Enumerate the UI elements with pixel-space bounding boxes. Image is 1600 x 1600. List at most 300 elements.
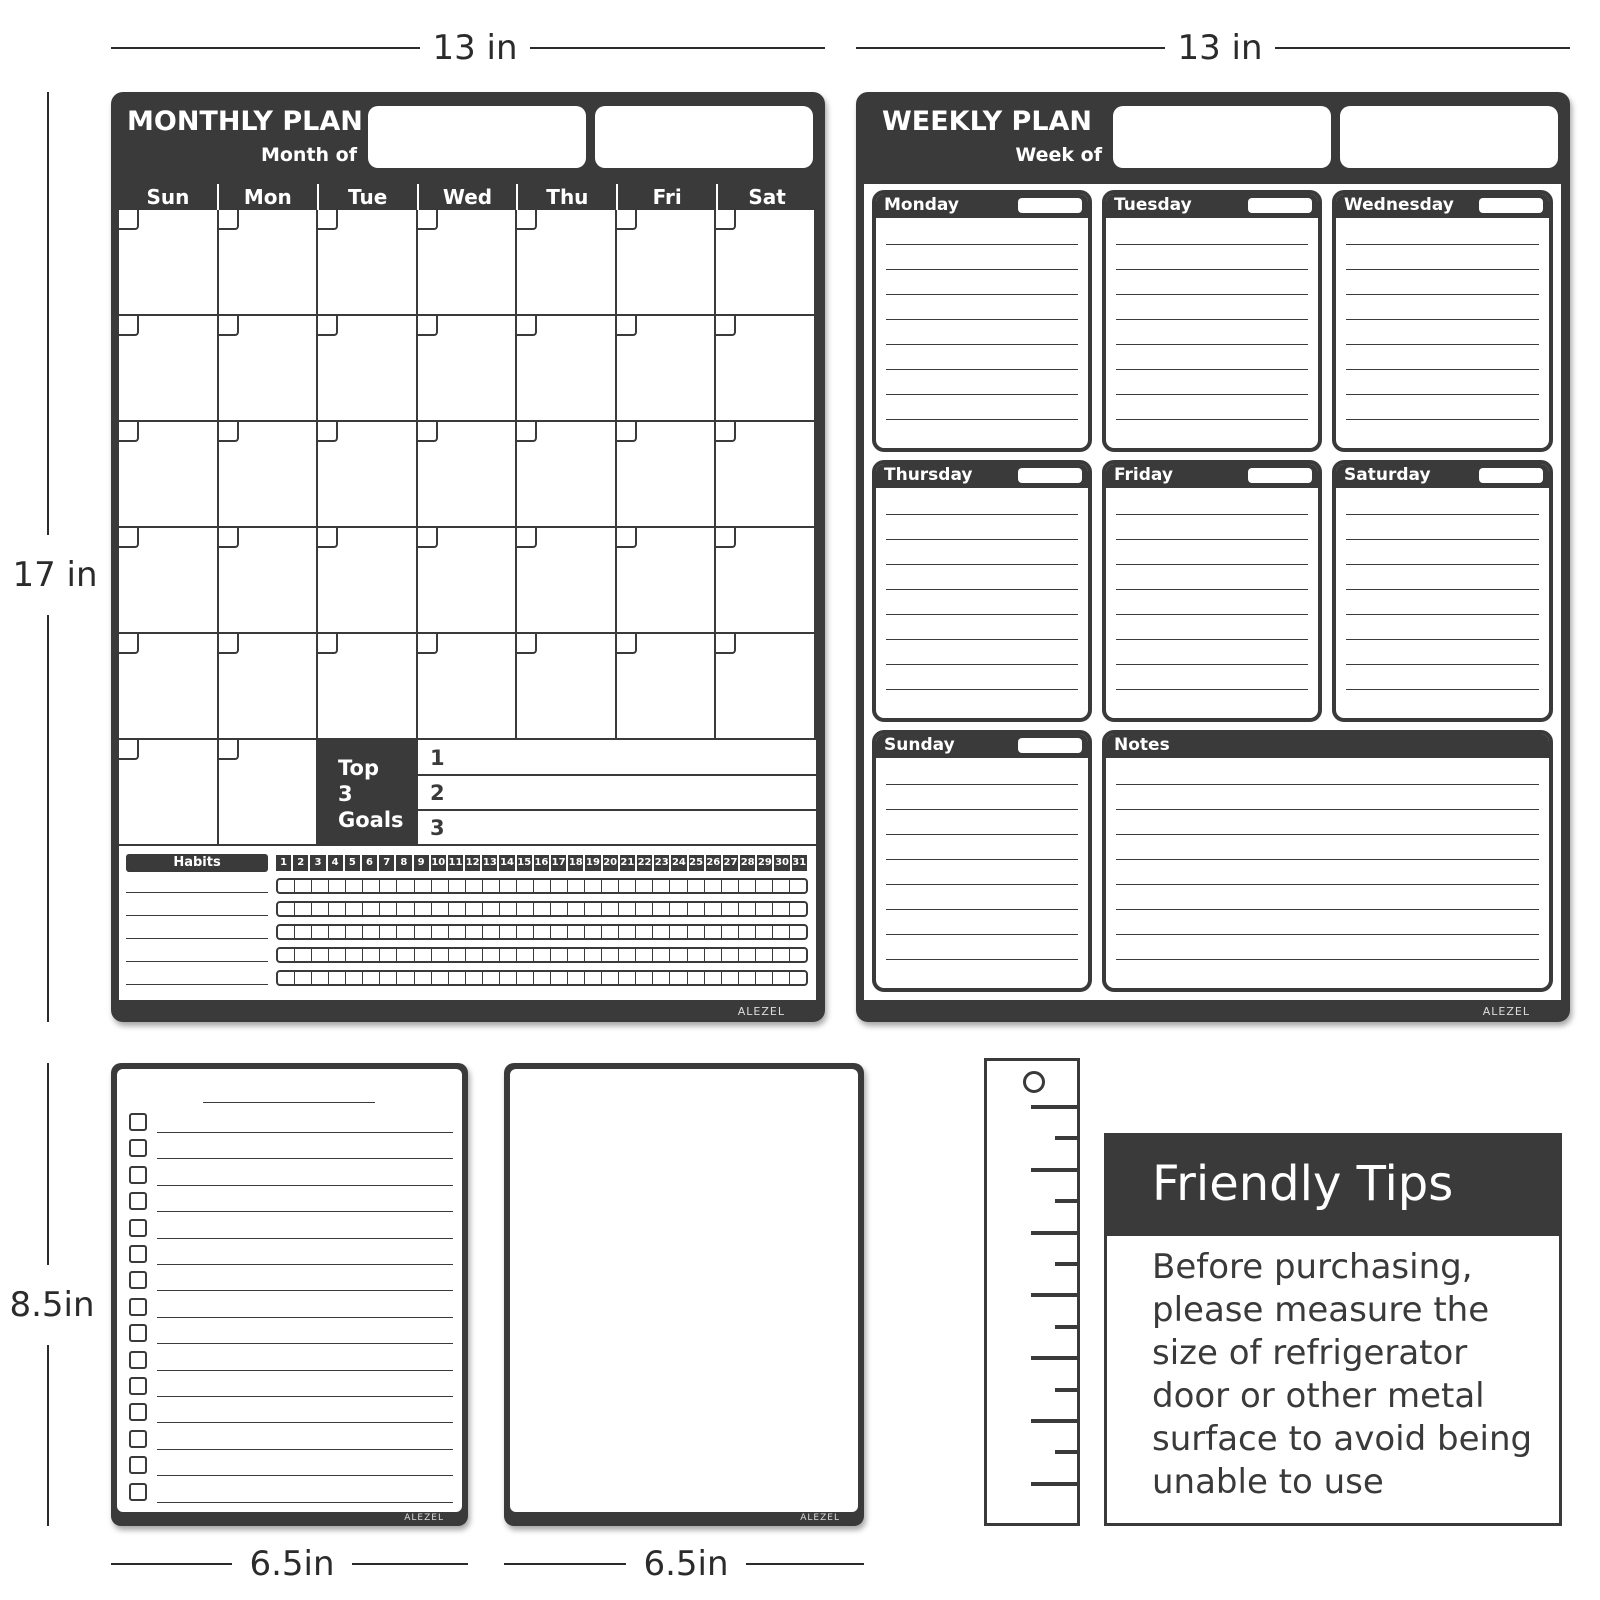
calendar-day-cell[interactable] (318, 634, 418, 740)
goals-label-top: Top (338, 756, 379, 780)
todo-item[interactable] (129, 1139, 451, 1159)
writing-line (1116, 269, 1308, 270)
writing-line (1116, 809, 1539, 810)
tips-line: door or other metal (1152, 1376, 1485, 1416)
week-field-2[interactable] (1340, 106, 1558, 168)
monthly-subtitle: Month of (260, 144, 357, 166)
writing-line (1116, 344, 1308, 345)
checkbox[interactable] (129, 1271, 147, 1289)
writing-line (1116, 394, 1308, 395)
dimension-label-monthly-width: 13 in (420, 28, 530, 68)
date-number-box (617, 528, 637, 548)
calendar-day-cell[interactable] (716, 422, 816, 528)
day-card-tuesday[interactable] (1102, 190, 1322, 452)
writing-line (886, 514, 1078, 515)
ruler-tick (1055, 1199, 1077, 1203)
date-number-box (119, 210, 139, 230)
weekday-header (119, 184, 816, 210)
writing-line (1346, 244, 1539, 245)
date-number-box (318, 422, 338, 442)
calendar-day-cell[interactable] (517, 634, 617, 740)
calendar-day-cell[interactable] (418, 634, 518, 740)
calendar-day-cell[interactable] (219, 210, 319, 316)
date-number-box (318, 528, 338, 548)
writing-line (886, 394, 1078, 395)
calendar-day-cell[interactable] (617, 316, 717, 422)
writing-line (886, 269, 1078, 270)
day-card-thursday[interactable] (872, 460, 1092, 722)
writing-line (1346, 319, 1539, 320)
calendar-day-cell[interactable] (418, 422, 518, 528)
tips-line: size of refrigerator (1152, 1333, 1468, 1373)
date-number-box (318, 316, 338, 336)
calendar-day-cell[interactable] (716, 634, 816, 740)
habit-checkbox-row[interactable] (276, 901, 808, 917)
tips-header (1107, 1136, 1559, 1236)
day-name-tuesday: Tuesday (1114, 195, 1192, 215)
blank-board (504, 1063, 864, 1526)
writing-line (886, 664, 1078, 665)
checkbox[interactable] (129, 1166, 147, 1184)
habit-day-number: 28 (740, 855, 755, 871)
writing-line (1346, 394, 1539, 395)
date-field[interactable] (1018, 198, 1082, 213)
day-card-wednesday[interactable] (1332, 190, 1553, 452)
habit-day-number: 11 (448, 855, 463, 871)
checkbox[interactable] (129, 1351, 147, 1369)
weekly-days-area (864, 184, 1561, 1000)
calendar-day-cell[interactable] (517, 528, 617, 634)
ruler-tick (1031, 1293, 1077, 1297)
dimension-label-blank-width: 6.5in (626, 1544, 746, 1584)
ruler-tick (1031, 1105, 1077, 1109)
tips-body (1152, 1246, 1572, 1504)
todo-line (157, 1475, 453, 1476)
todo-line (157, 1238, 453, 1239)
writing-line (886, 834, 1078, 835)
writing-line (1346, 419, 1539, 420)
habit-day-number: 26 (706, 855, 721, 871)
monthly-plan-board (111, 92, 825, 1022)
todo-line (157, 1132, 453, 1133)
date-field[interactable] (1018, 738, 1082, 753)
date-field[interactable] (1248, 468, 1312, 483)
writing-line (886, 294, 1078, 295)
writing-line (886, 244, 1078, 245)
calendar-day-cell[interactable] (617, 528, 717, 634)
day-card-monday[interactable] (872, 190, 1092, 452)
calendar-day-cell[interactable] (219, 422, 319, 528)
month-field-1[interactable] (368, 106, 586, 168)
todo-line (157, 1185, 453, 1186)
checkbox[interactable] (129, 1430, 147, 1448)
calendar-day-cell[interactable] (617, 210, 717, 316)
ruler-tick (1031, 1168, 1077, 1172)
checkbox[interactable] (129, 1324, 147, 1342)
ruler-tick (1031, 1482, 1077, 1486)
goals-label-goals: Goals (338, 808, 404, 832)
date-number-box (517, 210, 537, 230)
checkbox[interactable] (129, 1456, 147, 1474)
date-field[interactable] (1479, 468, 1543, 483)
habit-name-line[interactable] (126, 984, 268, 985)
writing-line (886, 884, 1078, 885)
habit-checkbox-row[interactable] (276, 924, 808, 940)
calendar-day-cell[interactable] (418, 528, 518, 634)
writing-line (1116, 589, 1308, 590)
calendar-day-cell[interactable] (318, 422, 418, 528)
dimension-label-height-small: 8.5in (0, 1265, 104, 1345)
date-number-box (119, 634, 139, 654)
date-number-box (418, 528, 438, 548)
checkbox[interactable] (129, 1219, 147, 1237)
calendar-day-cell[interactable] (716, 316, 816, 422)
date-number-box (219, 422, 239, 442)
date-number-box (517, 316, 537, 336)
writing-line (886, 344, 1078, 345)
date-number-box (418, 210, 438, 230)
checkbox[interactable] (129, 1113, 147, 1131)
writing-line (1346, 269, 1539, 270)
goals-label-3: 3 (338, 782, 353, 806)
habit-day-numbers (276, 855, 808, 871)
date-number-box (716, 422, 736, 442)
writing-line (886, 589, 1078, 590)
dimension-label-todo-width: 6.5in (232, 1544, 352, 1584)
weekday-sat: Sat (716, 184, 816, 210)
date-number-box (418, 316, 438, 336)
writing-line (1116, 639, 1308, 640)
friendly-tips-panel (1104, 1133, 1562, 1526)
writing-line (1116, 784, 1539, 785)
todo-item[interactable] (129, 1403, 451, 1423)
habit-name-line[interactable] (126, 938, 268, 939)
calendar-day-cell[interactable] (219, 528, 319, 634)
habit-checkbox-row[interactable] (276, 947, 808, 963)
date-number-box (517, 528, 537, 548)
todo-list-area (117, 1069, 462, 1512)
todo-item[interactable] (129, 1113, 451, 1133)
day-name-sunday: Sunday (884, 735, 955, 755)
tips-title: Friendly Tips (1152, 1156, 1454, 1212)
todo-item[interactable] (129, 1271, 451, 1291)
ruler-tick (1055, 1262, 1077, 1266)
checkbox[interactable] (129, 1139, 147, 1157)
todo-line (157, 1449, 453, 1450)
writing-line (1346, 294, 1539, 295)
calendar-day-cell[interactable] (716, 528, 816, 634)
writing-line (1346, 344, 1539, 345)
ruler-tick (1055, 1450, 1077, 1454)
date-number-box (219, 740, 239, 760)
writing-line (1116, 539, 1308, 540)
day-name-wednesday: Wednesday (1344, 195, 1454, 215)
writing-line (1346, 639, 1539, 640)
ruler-tick (1031, 1231, 1077, 1235)
ruler-hole (1023, 1071, 1045, 1093)
writing-line (886, 419, 1078, 420)
writing-line (1116, 934, 1539, 935)
habit-day-number: 7 (379, 855, 394, 871)
todo-item[interactable] (129, 1245, 451, 1265)
writing-line (886, 909, 1078, 910)
calendar-day-cell[interactable] (119, 634, 219, 740)
habit-day-number: 24 (671, 855, 686, 871)
tips-line: surface to avoid being (1152, 1419, 1533, 1459)
writing-line (1116, 884, 1539, 885)
habit-checkbox-row[interactable] (276, 970, 808, 986)
habit-day-number: 18 (568, 855, 583, 871)
habit-day-number: 12 (465, 855, 480, 871)
date-number-box (219, 316, 239, 336)
todo-item[interactable] (129, 1483, 451, 1503)
habit-day-number: 21 (620, 855, 635, 871)
habit-day-number: 2 (293, 855, 308, 871)
calendar-day-cell[interactable] (219, 740, 319, 846)
habit-day-number: 10 (431, 855, 446, 871)
habit-day-number: 17 (551, 855, 566, 871)
tips-line: please measure the (1152, 1290, 1490, 1330)
date-number-box (119, 528, 139, 548)
writing-line (1116, 959, 1539, 960)
date-number-box (617, 210, 637, 230)
date-number-box (219, 210, 239, 230)
habit-day-number: 25 (689, 855, 704, 871)
todo-line (157, 1211, 453, 1212)
todo-line (157, 1290, 453, 1291)
week-field-1[interactable] (1113, 106, 1331, 168)
habit-name-line[interactable] (126, 892, 268, 893)
checkbox[interactable] (129, 1298, 147, 1316)
todo-item[interactable] (129, 1324, 451, 1344)
writing-line (886, 859, 1078, 860)
habit-day-number: 15 (517, 855, 532, 871)
calendar-day-cell[interactable] (617, 634, 717, 740)
writing-line (1346, 589, 1539, 590)
checkbox[interactable] (129, 1377, 147, 1395)
day-card-sunday[interactable] (872, 730, 1092, 992)
todo-title-line (203, 1102, 375, 1103)
date-field[interactable] (1479, 198, 1543, 213)
weekly-title: WEEKLY PLAN (882, 106, 1093, 137)
calendar-day-cell[interactable] (318, 316, 418, 422)
writing-line (886, 639, 1078, 640)
weekly-brand: ALEZEL (1482, 1005, 1530, 1018)
day-name-monday: Monday (884, 195, 959, 215)
calendar-day-cell[interactable] (418, 316, 518, 422)
date-number-box (617, 634, 637, 654)
date-number-box (418, 634, 438, 654)
habit-name-line[interactable] (126, 915, 268, 916)
habit-day-number: 6 (362, 855, 377, 871)
monthly-calendar-area (119, 184, 816, 1000)
calendar-day-cell[interactable] (318, 210, 418, 316)
date-field[interactable] (1248, 198, 1312, 213)
writing-line (1116, 834, 1539, 835)
monthly-brand: ALEZEL (737, 1005, 785, 1018)
writing-line (1116, 859, 1539, 860)
date-number-box (119, 316, 139, 336)
calendar-day-cell[interactable] (318, 528, 418, 634)
writing-line (886, 809, 1078, 810)
calendar-day-cell[interactable] (219, 316, 319, 422)
date-number-box (219, 634, 239, 654)
writing-line (1116, 614, 1308, 615)
writing-line (886, 784, 1078, 785)
writing-line (1346, 689, 1539, 690)
todo-item[interactable] (129, 1166, 451, 1186)
calendar-day-cell[interactable] (617, 422, 717, 528)
writing-line (886, 564, 1078, 565)
todo-line (157, 1422, 453, 1423)
calendar-day-cell[interactable] (418, 210, 518, 316)
writing-line (886, 539, 1078, 540)
writing-line (1116, 514, 1308, 515)
habit-day-number: 14 (499, 855, 514, 871)
writing-line (1116, 419, 1308, 420)
date-field[interactable] (1018, 468, 1082, 483)
writing-line (1116, 244, 1308, 245)
habit-checkbox-row[interactable] (276, 878, 808, 894)
top-goals-label (318, 740, 418, 846)
date-number-box (617, 316, 637, 336)
month-field-2[interactable] (595, 106, 813, 168)
habit-day-number: 29 (757, 855, 772, 871)
calendar-day-cell[interactable] (219, 634, 319, 740)
habit-day-number: 3 (310, 855, 325, 871)
date-number-box (716, 528, 736, 548)
writing-line (1116, 564, 1308, 565)
day-name-thursday: Thursday (884, 465, 973, 485)
habit-day-number: 1 (276, 855, 291, 871)
blank-writing-area[interactable] (510, 1069, 858, 1512)
writing-line (1346, 664, 1539, 665)
date-number-box (716, 210, 736, 230)
checkbox[interactable] (129, 1483, 147, 1501)
calendar-day-cell[interactable] (716, 210, 816, 316)
dimension-label-height-large: 17 in (5, 535, 105, 615)
habit-day-number: 5 (345, 855, 360, 871)
todo-brand: ALEZEL (404, 1513, 444, 1523)
date-number-box (219, 528, 239, 548)
weekly-subtitle: Week of (1015, 144, 1102, 166)
writing-line (1116, 369, 1308, 370)
todo-line (157, 1264, 453, 1265)
writing-line (886, 689, 1078, 690)
todo-item[interactable] (129, 1456, 451, 1476)
writing-line (1346, 539, 1539, 540)
habit-day-number: 4 (328, 855, 343, 871)
todo-line (157, 1158, 453, 1159)
date-number-box (119, 740, 139, 760)
writing-line (1116, 909, 1539, 910)
writing-line (886, 319, 1078, 320)
writing-line (1116, 689, 1308, 690)
day-card-friday[interactable] (1102, 460, 1322, 722)
todo-list-board (111, 1063, 468, 1526)
calendar-day-cell[interactable] (517, 210, 617, 316)
monthly-title: MONTHLY PLAN (127, 106, 363, 137)
tips-line: unable to use (1152, 1462, 1384, 1502)
habit-day-number: 9 (414, 855, 429, 871)
habit-day-number: 27 (723, 855, 738, 871)
habit-name-line[interactable] (126, 961, 268, 962)
checkbox[interactable] (129, 1192, 147, 1210)
blank-brand: ALEZEL (800, 1513, 840, 1523)
date-number-box (617, 422, 637, 442)
writing-line (1116, 664, 1308, 665)
todo-line (157, 1343, 453, 1344)
calendar-day-cell[interactable] (119, 210, 219, 316)
todo-item[interactable] (129, 1351, 451, 1371)
date-number-box (517, 634, 537, 654)
day-name-saturday: Saturday (1344, 465, 1431, 485)
day-card-saturday[interactable] (1332, 460, 1553, 722)
date-number-box (716, 634, 736, 654)
calendar-day-cell[interactable] (119, 316, 219, 422)
checkbox[interactable] (129, 1403, 147, 1421)
weekday-fri: Fri (616, 184, 716, 210)
ruler-tick (1031, 1356, 1077, 1360)
weekday-sun: Sun (146, 185, 190, 209)
goal-line-2[interactable]: 2 (418, 776, 816, 811)
date-number-box (418, 422, 438, 442)
todo-line (157, 1317, 453, 1318)
tips-line: Before purchasing, (1152, 1247, 1473, 1287)
date-number-box (119, 422, 139, 442)
weekday-mon: Mon (217, 184, 317, 210)
habit-day-number: 22 (637, 855, 652, 871)
writing-line (886, 369, 1078, 370)
ruler-tick (1055, 1388, 1077, 1392)
goal-line-3[interactable]: 3 (418, 811, 816, 846)
notes-label: Notes (1114, 735, 1170, 755)
weekly-plan-board (856, 92, 1570, 1022)
todo-item[interactable] (129, 1298, 451, 1318)
calendar-day-cell[interactable] (517, 316, 617, 422)
date-number-box (318, 210, 338, 230)
todo-item[interactable] (129, 1219, 451, 1239)
calendar-day-cell[interactable] (517, 422, 617, 528)
weekday-wed: Wed (417, 184, 517, 210)
goal-line-1[interactable]: 1 (418, 740, 816, 776)
checkbox[interactable] (129, 1245, 147, 1263)
writing-line (1346, 514, 1539, 515)
habits-label: Habits (126, 854, 268, 872)
ruler-icon (984, 1058, 1080, 1526)
todo-line (157, 1502, 453, 1503)
habit-day-number: 31 (792, 855, 807, 871)
todo-item[interactable] (129, 1377, 451, 1397)
calendar-day-cell[interactable] (119, 528, 219, 634)
todo-item[interactable] (129, 1430, 451, 1450)
writing-line (886, 959, 1078, 960)
weekday-thu: Thu (516, 184, 616, 210)
calendar-day-cell[interactable] (119, 740, 219, 846)
weekday-tue: Tue (317, 184, 417, 210)
todo-item[interactable] (129, 1192, 451, 1212)
notes-card[interactable] (1102, 730, 1553, 992)
writing-line (1346, 369, 1539, 370)
habit-day-number: 13 (482, 855, 497, 871)
dimension-label-weekly-width: 13 in (1165, 28, 1275, 68)
ruler-tick (1055, 1136, 1077, 1140)
calendar-day-cell[interactable] (119, 422, 219, 528)
habit-day-number: 30 (774, 855, 789, 871)
writing-line (1346, 614, 1539, 615)
habit-day-number: 19 (585, 855, 600, 871)
todo-line (157, 1396, 453, 1397)
